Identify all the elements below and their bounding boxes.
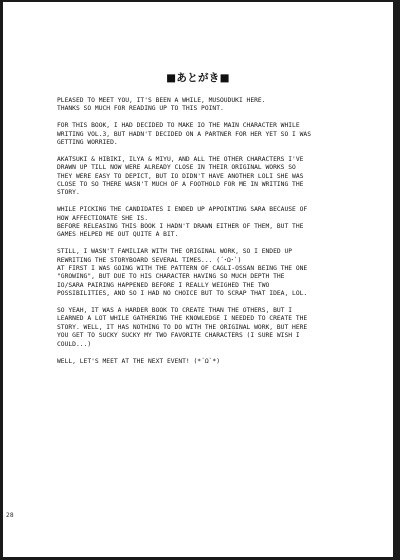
paragraph: SO YEAH, IT WAS A HARDER BOOK TO CREATE THAN THE OTHERS, BUT I LEARNED A LOT WHILE GATHERING THE KNOWLEDGE I NEEDED TO CREATE THE STORY. WELL, IT HAS NOTHING TO DO WITH THE ORIGINAL WORK, BUT HERE YOU GET TO SUCKY SUCKY MY TWO FAVORITE CHARACTERS (I SURE WISH I COULD...): [57, 307, 308, 348]
paragraph: PLEASED TO MEET YOU, IT'S BEEN A WHILE, MUSOUDUKI HERE. THANKS SO MUCH FOR READING UP TO THIS POINT.: [57, 97, 266, 113]
page-number: 28: [6, 512, 14, 519]
paragraph: AKATSUKI & HIBIKI, ILYA & MIYU, AND ALL THE OTHER CHARACTERS I'VE DRAWN UP TILL NOW WERE ALREADY CLOSE IN THEIR ORIGINAL WORKS SO THEY WERE EASY TO DEPICT, BUT IO DIDN'T HAVE ANOTHER LOLI SHE WAS CLOSE TO SO THERE WASN'T MUCH OF A FOOTHOLD FOR ME IN WRITING THE STORY.: [57, 155, 304, 197]
paragraph: STILL, I WASN'T FAMILIAR WITH THE ORIGINAL WORK, SO I ENDED UP REWRITING THE STORYBOARD SEVERAL TIMES... (´･Ω･`) AT FIRST I WAS GOING WITH THE PATTERN OF CAGLI-OSSAN BEING THE ONE "GROWING", BUT DUE TO HIS CHARACTER HAVING SO MUCH DEPTH THE IO/SARA PAIRING HAPPENED BEFORE I REALLY WEIGHED THE TWO POSSIBILITIES, AND SO I HAD NO CHOICE BUT TO SCRAP THAT IDEA, LOL.: [57, 248, 308, 298]
page-title: ■あとがき■: [166, 72, 230, 84]
paragraph: WHILE PICKING THE CANDIDATES I ENDED UP APPOINTING SARA BECAUSE OF HOW AFFECTIONATE SHE IS. BEFORE RELEASING THIS BOOK I HADN'T DRAWN EITHER OF THEM, BUT THE GAMES HELPED ME OUT QUITE A BIT.: [57, 206, 308, 239]
paragraph: FOR THIS BOOK, I HAD DECIDED TO MAKE IO THE MAIN CHARACTER WHILE WRITING VOL.3, BUT HADN'T DECIDED ON A PARTNER FOR HER YET SO I WAS GETTING WORRIED.: [57, 122, 312, 147]
afterword-text: [57, 97, 377, 374]
manga-page: [3, 2, 393, 557]
paragraph: WELL, LET'S MEET AT THE NEXT EVENT! (*´Ω`*): [57, 357, 221, 365]
